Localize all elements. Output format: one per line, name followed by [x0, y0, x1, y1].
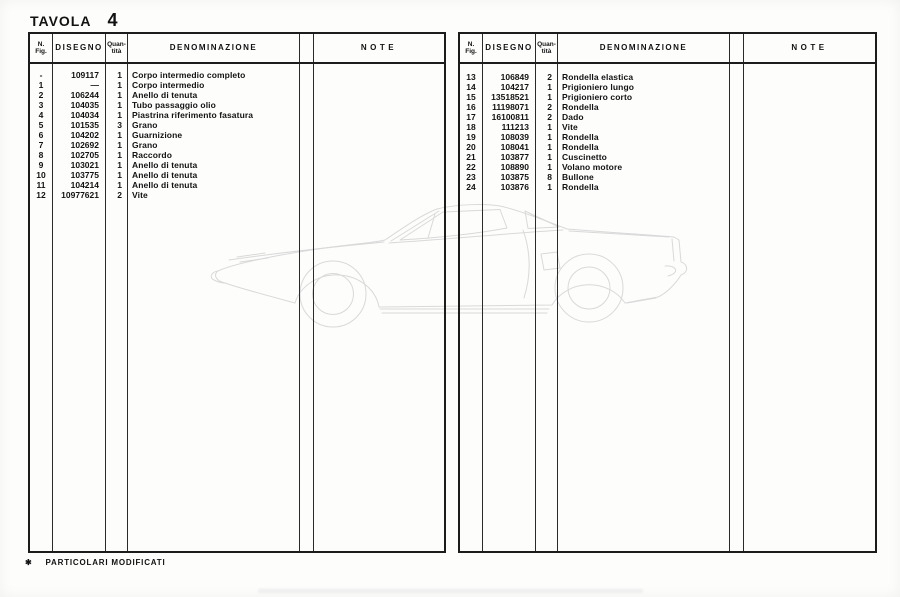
- cell-note: [314, 100, 444, 110]
- qty-column: [536, 64, 558, 551]
- cell-qty: 2: [547, 72, 552, 82]
- col-header-fig-line1: N.: [467, 40, 475, 48]
- cell-note: [744, 112, 875, 122]
- cell-qty: 1: [547, 132, 552, 142]
- cell-note: [314, 70, 444, 80]
- col-header-fig-line1: N.: [37, 40, 45, 48]
- cell-denom: Vite: [562, 122, 578, 132]
- cell-note: [744, 72, 875, 82]
- cell-note: [744, 142, 875, 152]
- cell-denom: Anello di tenuta: [132, 170, 198, 180]
- cell-note: [314, 140, 444, 150]
- cell-fig: 15: [466, 92, 476, 102]
- cell-note: [314, 180, 444, 190]
- cell-qty: 1: [117, 70, 122, 80]
- cell-fig: 6: [38, 130, 44, 140]
- cell-denom: Corpo intermedio: [132, 80, 205, 90]
- col-header-fig-line2: Fig.: [35, 48, 47, 55]
- cell-note: [744, 162, 875, 172]
- cell-qty: 1: [117, 150, 122, 160]
- col-header-disegno: [53, 34, 106, 62]
- col-header-modified-flag: [730, 34, 744, 62]
- title-label: TAVOLA: [30, 13, 92, 29]
- cell-fig: 16: [466, 102, 476, 112]
- cell-disegno: 103021: [70, 160, 99, 170]
- cell-fig: 10: [36, 170, 46, 180]
- cell-denom: Prigioniero lungo: [562, 82, 635, 92]
- cell-note: [314, 120, 444, 130]
- col-header-fig: [460, 34, 483, 62]
- cell-qty: 1: [547, 182, 552, 192]
- cell-fig: 21: [466, 152, 476, 162]
- cell-note: [314, 170, 444, 180]
- modified-flag-column: [300, 64, 314, 551]
- cell-disegno: 104217: [500, 82, 529, 92]
- title-number: 4: [107, 10, 118, 30]
- cell-fig: 7: [38, 140, 44, 150]
- cell-fig: 12: [36, 190, 46, 200]
- cell-fig: 2: [38, 90, 44, 100]
- col-header-denominazione-label: DENOMINAZIONE: [599, 42, 688, 52]
- cell-note: [314, 110, 444, 120]
- cell-fig: 24: [466, 182, 476, 192]
- qty-column: [106, 64, 128, 551]
- cell-fig: 1: [38, 80, 44, 90]
- col-header-note: [314, 34, 444, 62]
- cell-denom: Rondella: [562, 142, 599, 152]
- cell-disegno: 111213: [501, 122, 529, 132]
- col-header-qty-line1: Quan-: [537, 40, 556, 48]
- cell-qty: 2: [117, 190, 122, 200]
- cell-qty: 1: [547, 82, 552, 92]
- cell-note: [744, 132, 875, 142]
- cell-denom: Rondella: [562, 132, 599, 142]
- cell-disegno: 106244: [70, 90, 99, 100]
- cell-denom: Tubo passaggio olio: [132, 100, 216, 110]
- col-header-disegno: [483, 34, 536, 62]
- cell-denom: Vite: [132, 190, 148, 200]
- col-header-qty: [536, 34, 558, 62]
- cell-qty: 2: [547, 102, 552, 112]
- cell-qty: 1: [117, 90, 122, 100]
- cell-fig: 18: [466, 122, 476, 132]
- col-header-qty-line2: tità: [111, 48, 122, 55]
- cell-denom: Rondella: [562, 182, 599, 192]
- cell-disegno: 104202: [70, 130, 99, 140]
- cell-disegno: 106849: [500, 72, 529, 82]
- cell-denom: Cuscinetto: [562, 152, 607, 162]
- cell-disegno: 13518521: [491, 92, 529, 102]
- cell-disegno: 103876: [500, 182, 529, 192]
- cell-denom: Piastrina riferimento fasatura: [132, 110, 254, 120]
- cell-denom: Prigioniero corto: [562, 92, 633, 102]
- cell-fig: 4: [38, 110, 44, 120]
- cell-qty: 8: [547, 172, 552, 182]
- col-header-fig: [30, 34, 53, 62]
- cell-disegno: 103877: [500, 152, 529, 162]
- cell-denom: Volano motore: [562, 162, 623, 172]
- cell-disegno: 109117: [71, 70, 99, 80]
- cell-qty: 1: [117, 130, 122, 140]
- cell-note: [744, 102, 875, 112]
- cell-fig: -: [39, 70, 43, 80]
- cell-note: [744, 122, 875, 132]
- parts-table-right: [458, 32, 877, 553]
- cell-qty: 1: [117, 180, 122, 190]
- note-column: [744, 64, 875, 551]
- col-header-qty: [106, 34, 128, 62]
- cell-note: [314, 190, 444, 200]
- col-header-modified-flag: [300, 34, 314, 62]
- cell-qty: 1: [117, 140, 122, 150]
- cell-disegno: 103875: [500, 172, 529, 182]
- cell-denom: Guarnizione: [132, 130, 183, 140]
- parts-table-left: [28, 32, 446, 553]
- cell-note: [744, 182, 875, 192]
- cell-note: [744, 152, 875, 162]
- cell-qty: 1: [547, 152, 552, 162]
- table-body: [460, 64, 875, 551]
- cell-disegno: 11198071: [492, 102, 529, 112]
- table-header-row: [460, 34, 875, 64]
- cell-note: [314, 90, 444, 100]
- modified-flag-column: [730, 64, 744, 551]
- scan-smudge: [258, 589, 643, 593]
- cell-qty: 1: [117, 80, 122, 90]
- col-header-disegno-label: DISEGNO: [55, 42, 103, 52]
- cell-qty: 1: [117, 170, 122, 180]
- footer-legend-text: PARTICOLARI MODIFICATI: [45, 558, 166, 567]
- cell-disegno: 101535: [70, 120, 99, 130]
- cell-disegno: 103775: [70, 170, 99, 180]
- cell-disegno: 104035: [70, 100, 99, 110]
- cell-fig: 8: [38, 150, 44, 160]
- cell-denom: Raccordo: [132, 150, 173, 160]
- page-title: [30, 10, 124, 34]
- cell-note: [744, 82, 875, 92]
- cell-denom: Rondella elastica: [562, 72, 634, 82]
- cell-qty: 1: [547, 162, 552, 172]
- cell-disegno: —: [90, 80, 99, 90]
- cell-disegno: 102705: [70, 150, 99, 160]
- cell-fig: 14: [466, 82, 476, 92]
- disegno-column: [483, 64, 536, 551]
- fig-column: [460, 64, 483, 551]
- cell-qty: 3: [117, 120, 122, 130]
- cell-fig: 11: [36, 180, 46, 190]
- col-header-denominazione: [558, 34, 730, 62]
- col-header-denominazione-label: DENOMINAZIONE: [169, 42, 258, 52]
- cell-disegno: 10977621: [61, 190, 99, 200]
- cell-note: [314, 160, 444, 170]
- cell-disegno: 104214: [70, 180, 99, 190]
- table-body: [30, 64, 444, 551]
- col-header-fig-line2: Fig.: [465, 48, 477, 55]
- cell-qty: 1: [117, 110, 122, 120]
- table-header-row: [30, 34, 444, 64]
- cell-note: [314, 150, 444, 160]
- cell-note: [314, 80, 444, 90]
- cell-denom: Grano: [132, 140, 158, 150]
- col-header-qty-line2: tità: [541, 48, 552, 55]
- cell-fig: 23: [466, 172, 476, 182]
- footer-legend: [25, 558, 165, 567]
- cell-disegno: 102692: [70, 140, 99, 150]
- cell-fig: 13: [466, 72, 476, 82]
- note-column: [314, 64, 444, 551]
- modified-parts-asterisk-icon: ✱: [25, 558, 33, 567]
- cell-qty: 1: [117, 160, 122, 170]
- cell-denom: Bullone: [562, 172, 594, 182]
- cell-fig: 22: [466, 162, 476, 172]
- cell-fig: 17: [466, 112, 476, 122]
- cell-denom: Corpo intermedio completo: [132, 70, 246, 80]
- cell-note: [744, 92, 875, 102]
- cell-disegno: 16100811: [491, 112, 529, 122]
- cell-disegno: 104034: [70, 110, 99, 120]
- cell-qty: 1: [547, 122, 552, 132]
- col-header-disegno-label: DISEGNO: [485, 42, 533, 52]
- cell-denom: Rondella: [562, 102, 599, 112]
- cell-denom: Dado: [562, 112, 584, 122]
- col-header-qty-line1: Quan-: [107, 40, 126, 48]
- cell-fig: 9: [38, 160, 44, 170]
- cell-denom: Anello di tenuta: [132, 180, 198, 190]
- col-header-note-label: NOTE: [791, 42, 828, 52]
- col-header-note: [744, 34, 875, 62]
- cell-disegno: 108039: [500, 132, 529, 142]
- denominazione-column: [128, 64, 300, 551]
- cell-fig: 19: [466, 132, 476, 142]
- cell-fig: 20: [466, 142, 476, 152]
- col-header-denominazione: [128, 34, 300, 62]
- disegno-column: [53, 64, 106, 551]
- cell-denom: Grano: [132, 120, 158, 130]
- cell-qty: 2: [547, 112, 552, 122]
- cell-disegno: 108890: [500, 162, 529, 172]
- cell-qty: 1: [547, 142, 552, 152]
- cell-denom: Anello di tenuta: [132, 160, 198, 170]
- denominazione-column: [558, 64, 730, 551]
- cell-qty: 1: [117, 100, 122, 110]
- cell-qty: 1: [547, 92, 552, 102]
- fig-column: [30, 64, 53, 551]
- col-header-note-label: NOTE: [360, 42, 398, 52]
- cell-denom: Anello di tenuta: [132, 90, 198, 100]
- cell-note: [744, 172, 875, 182]
- cell-note: [314, 130, 444, 140]
- cell-fig: 5: [38, 120, 44, 130]
- cell-disegno: 108041: [500, 142, 529, 152]
- cell-fig: 3: [38, 100, 44, 110]
